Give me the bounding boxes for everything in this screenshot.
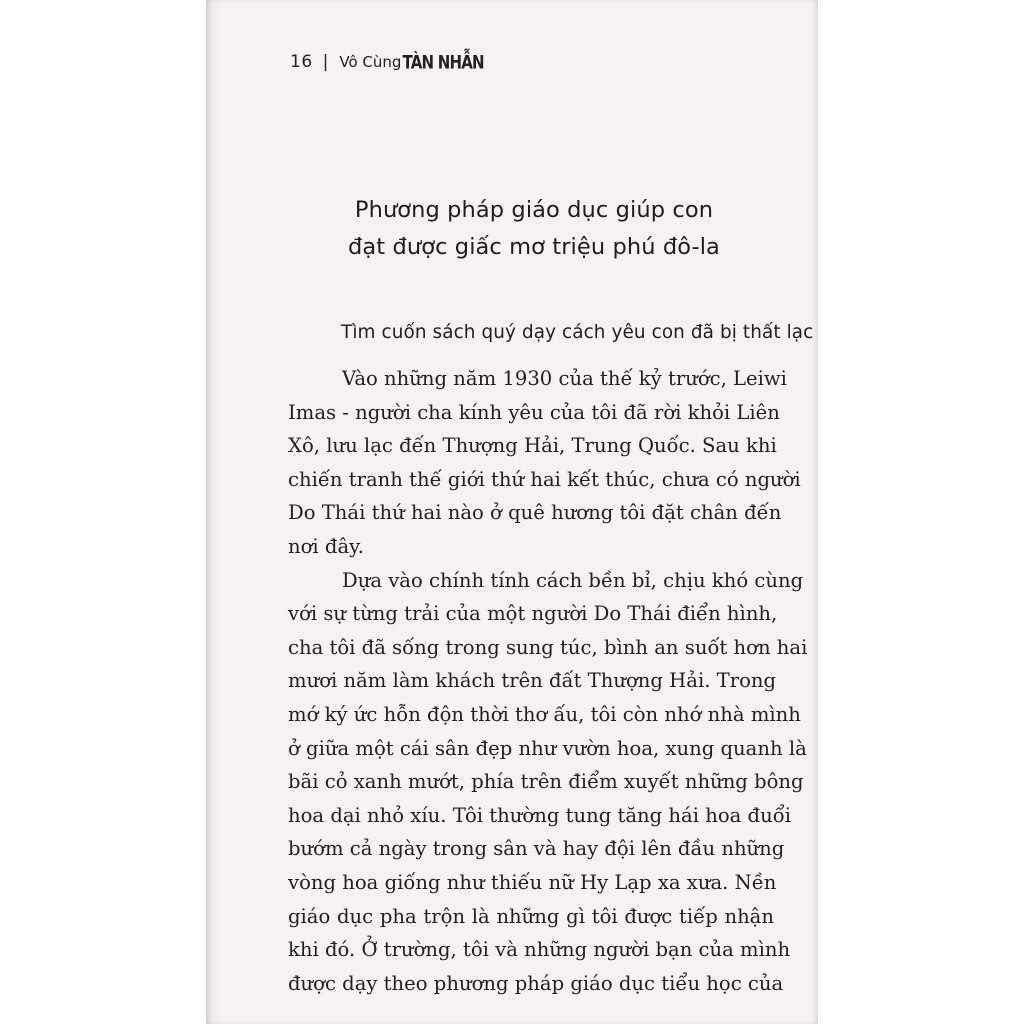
body-line: Vào những năm 1930 của thế kỷ trước, Leiwi — [342, 367, 787, 390]
body-line: được dạy theo phương pháp giáo dục tiểu học của — [288, 971, 784, 995]
body-line: nơi đây. — [288, 534, 364, 558]
section-heading: Tìm cuốn sách quý dạy cách yêu con đã bị thất lạc — [341, 322, 814, 343]
body-line: chiến tranh thế giới thứ hai kết thúc, chưa có người — [288, 467, 801, 491]
body-line: cha tôi đã sống trong sung túc, bình an suốt hơn hai — [288, 635, 808, 659]
body-text — [288, 362, 808, 1000]
chapter-title-line-1: Phương pháp giáo dục giúp con — [354, 197, 714, 223]
running-header — [290, 52, 484, 80]
body-line: Xô, lưu lạc đến Thượng Hải, Trung Quốc. Sau khi — [288, 434, 777, 458]
body-line: giáo dục pha trộn là những gì tôi được tiếp nhận — [288, 904, 774, 928]
book-title-regular: Vô Cùng — [339, 53, 402, 71]
page-number: 16 — [290, 52, 313, 72]
body-line: mươi năm làm khách trên đất Thượng Hải. Trong — [288, 669, 777, 693]
body-line: với sự từng trải của một người Do Thái điển hình, — [288, 602, 778, 626]
body-line: ở giữa một cái sân đẹp như vườn hoa, xung quanh là — [288, 736, 807, 760]
body-line: vòng hoa giống như thiếu nữ Hy Lạp xa xưa. Nền — [288, 870, 777, 894]
chapter-title — [300, 192, 768, 266]
body-line: Do Thái thứ hai nào ở quê hương tôi đặt chân đến — [288, 501, 782, 525]
body-line: khi đó. Ở trường, tôi và những người bạn của mình — [288, 938, 791, 962]
body-line: Imas - người cha kính yêu của tôi đã rời khỏi Liên — [288, 400, 780, 424]
header-separator: | — [322, 52, 329, 72]
body-line: hoa dại nhỏ xíu. Tôi thường tung tăng hái hoa đuổi — [288, 803, 791, 827]
body-line: bãi cỏ xanh mướt, phía trên điểm xuyết những bông — [288, 770, 804, 794]
body-line: Dựa vào chính tính cách bền bỉ, chịu khó cùng — [342, 568, 804, 592]
chapter-title-line-2: đạt được giấc mơ triệu phú đô-la — [348, 234, 720, 260]
body-line: bướm cả ngày trong sân và hay đội lên đầu những — [288, 837, 785, 861]
book-title-bold: TÀN NHẪN — [402, 50, 484, 74]
body-line: mớ ký ức hỗn độn thời thơ ấu, tôi còn nhớ nhà mình — [288, 702, 801, 726]
